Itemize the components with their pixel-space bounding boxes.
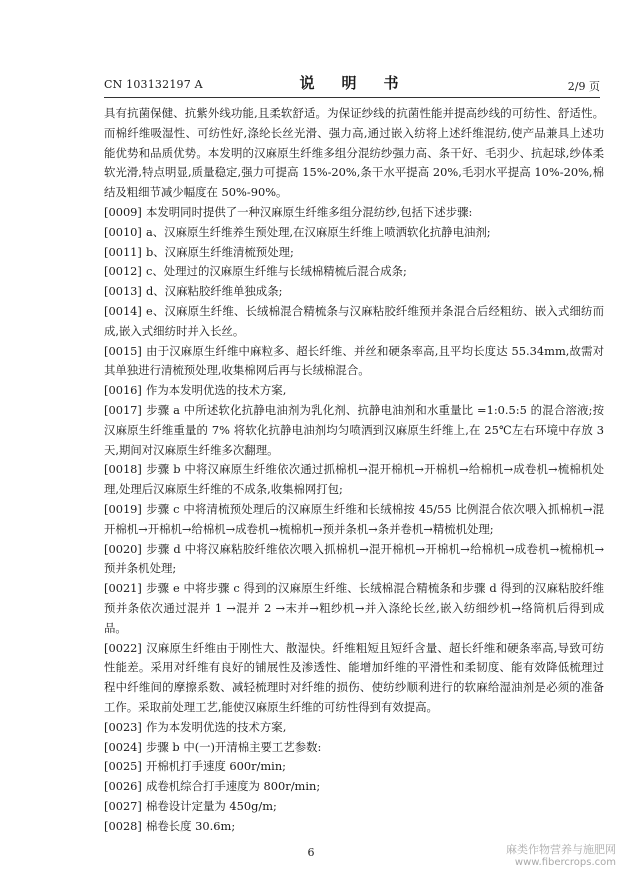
paragraph-number: [0023] [104,719,142,734]
watermark-title: 麻类作物营养与施肥网 [506,843,616,856]
paragraph-number: [0014] [104,303,142,318]
paragraph-number: [0009] [104,204,142,219]
paragraph-number: [0015] [104,343,142,358]
numbered-paragraph [104,540,604,580]
paragraph-number: [0013] [104,284,142,299]
numbered-paragraph [104,757,604,777]
page-indicator: 2/9 页 [567,80,600,93]
numbered-paragraph [104,342,604,382]
paragraph-text: 棉卷设计定量为 450g/m; [146,798,277,813]
numbered-paragraph [104,797,604,817]
paragraph-text: 本发明同时提供了一种汉麻原生纤维多组分混纺纱,包括下述步骤: [146,204,473,219]
paragraph-number: [0028] [104,818,142,833]
paragraph-text: 步骤 c 中将清梳预处理后的汉麻原生纤维和长绒棉按 45/55 比例混合依次喂入抓棉机→混开棉机→开棉机→给棉机→成卷机→梳棉机→预并条机→条并卷机→精梳机处理; [104,501,604,536]
patent-number: CN 103132197 A [104,78,203,91]
numbered-paragraph [104,718,604,738]
numbered-paragraph [104,738,604,758]
paragraph-text: b、汉麻原生纤维清梳预处理; [146,244,294,259]
paragraph-text: c、处理过的汉麻原生纤维与长绒棉精梳后混合成条; [146,264,407,279]
paragraph-number: [0018] [104,462,142,477]
paragraph-text: d、汉麻粘胶纤维单独成条; [146,284,283,299]
intro-paragraph: 具有抗菌保健、抗紫外线功能,且柔软舒适。为保证纱线的抗菌性能并提高纱线的可纺性、舒适性。而棉纤维吸湿性、可纺性好,涤纶长丝光滑、强力高,通过嵌入纺将上述纤维混纺,使产品兼具上述功能优势和品质优势。本发明的汉麻原生纤维多组分混纺纱强力高、条干好、毛羽少、抗起球,纱体柔软光滑,特点明显,质量稳定,强力可提高 15%-20%,条干水平提高 20%,毛羽水平提高 10%-20%,棉结及粗细节减少幅度在 50%-90%。 [104,106,604,200]
numbered-paragraph [104,777,604,797]
paragraph-text: 棉卷长度 30.6m; [146,818,236,833]
numbered-paragraph [104,460,604,500]
paragraph-number: [0016] [104,383,142,398]
paragraph-number: [0020] [104,541,142,556]
paragraph-number: [0025] [104,759,142,774]
document-body [104,104,604,836]
paragraph-text: 由于汉麻原生纤维中麻粒多、超长纤维、并丝和硬条率高,且平均长度达 55.34mm,故需对其单独进行清梳预处理,收集棉网后再与长绒棉混合。 [104,343,604,378]
paragraph-number: [0024] [104,739,142,754]
numbered-paragraph [104,500,604,540]
page-number: 6 [307,846,315,859]
numbered-paragraph [104,203,604,223]
paragraph-number: [0026] [104,779,142,794]
paragraph-number: [0010] [104,224,142,239]
numbered-paragraph [104,579,604,638]
paragraph-number: [0027] [104,798,142,813]
paragraph-text: 作为本发明优选的技术方案, [146,383,287,398]
paragraph-text: e、汉麻原生纤维、长绒棉混合精梳条与汉麻粘胶纤维预并条混合后经粗纺、嵌入式细纺而成,嵌入式细纺时并入长丝。 [104,303,604,338]
header-divider [104,97,600,98]
paragraph-list [104,203,604,837]
paragraph-text: 汉麻原生纤维由于刚性大、散湿快。纤维粗短且短纤含量、超长纤维和硬条率高,导致可纺性能差。采用对纤维有良好的铺展性及渗透性、能增加纤维的平滑性和柔韧度、能有效降低梳理过程中纤维间的摩擦系数、减轻梳理时对纤维的损伤、使纺纱顺利进行的软麻给湿油剂是必须的准备工作。采取前处理工艺,能使汉麻原生纤维的可纺性得到有效提高。 [104,640,604,714]
paragraph-number: [0011] [104,244,142,259]
numbered-paragraph [104,262,604,282]
document-title: 说 明 书 [299,74,405,92]
numbered-paragraph [104,381,604,401]
paragraph-text: 作为本发明优选的技术方案, [146,719,287,734]
paragraph-text: 步骤 a 中所述软化抗静电油剂为乳化剂、抗静电油剂和水重量比 =1:0.5:5 的混合溶液;按汉麻原生纤维重量的 7% 将软化抗静电油剂均匀喷洒到汉麻原生纤维上,在 25℃左右环境中存放 3 天,期间对汉麻原生纤维多次翻理。 [104,402,604,457]
paragraph-number: [0019] [104,501,142,516]
numbered-paragraph [104,282,604,302]
watermark-url: www.fibercrops.com [514,857,616,868]
numbered-paragraph [104,401,604,460]
numbered-paragraph [104,817,604,837]
paragraph-text: 步骤 e 中将步骤 c 得到的汉麻原生纤维、长绒棉混合精梳条和步骤 d 得到的汉麻粘胶纤维预并条依次通过混并 1 →混并 2 →末并→粗纱机→并入涤纶长丝,嵌入纺细纱机→络筒机后得到成品。 [104,581,604,635]
numbered-paragraph [104,302,604,342]
paragraph-number: [0017] [104,402,142,417]
site-watermark [466,843,616,869]
paragraph-text: 成卷机综合打手速度为 800r/min; [146,779,321,794]
numbered-paragraph [104,243,604,263]
paragraph-text: a、汉麻原生纤维养生预处理,在汉麻原生纤维上喷洒软化抗静电油剂; [146,224,491,239]
numbered-paragraph [104,639,604,718]
paragraph-number: [0012] [104,264,142,279]
numbered-paragraph [104,223,604,243]
paragraph-text: 开棉机打手速度 600r/min; [146,759,286,774]
paragraph-number: [0021] [104,581,142,596]
paragraph-text: 步骤 d 中将汉麻粘胶纤维依次喂入抓棉机→混开棉机→开棉机→给棉机→成卷机→梳棉机→预并条机处理; [104,541,604,576]
paragraph-text: 步骤 b 中将汉麻原生纤维依次通过抓棉机→混开棉机→开棉机→给棉机→成卷机→梳棉机处理,处理后汉麻原生纤维的不成条,收集棉网打包; [104,462,604,497]
paragraph-text: 步骤 b 中(一)开清棉主要工艺参数: [146,739,322,754]
page-header [104,76,600,94]
paragraph-number: [0022] [104,640,142,655]
